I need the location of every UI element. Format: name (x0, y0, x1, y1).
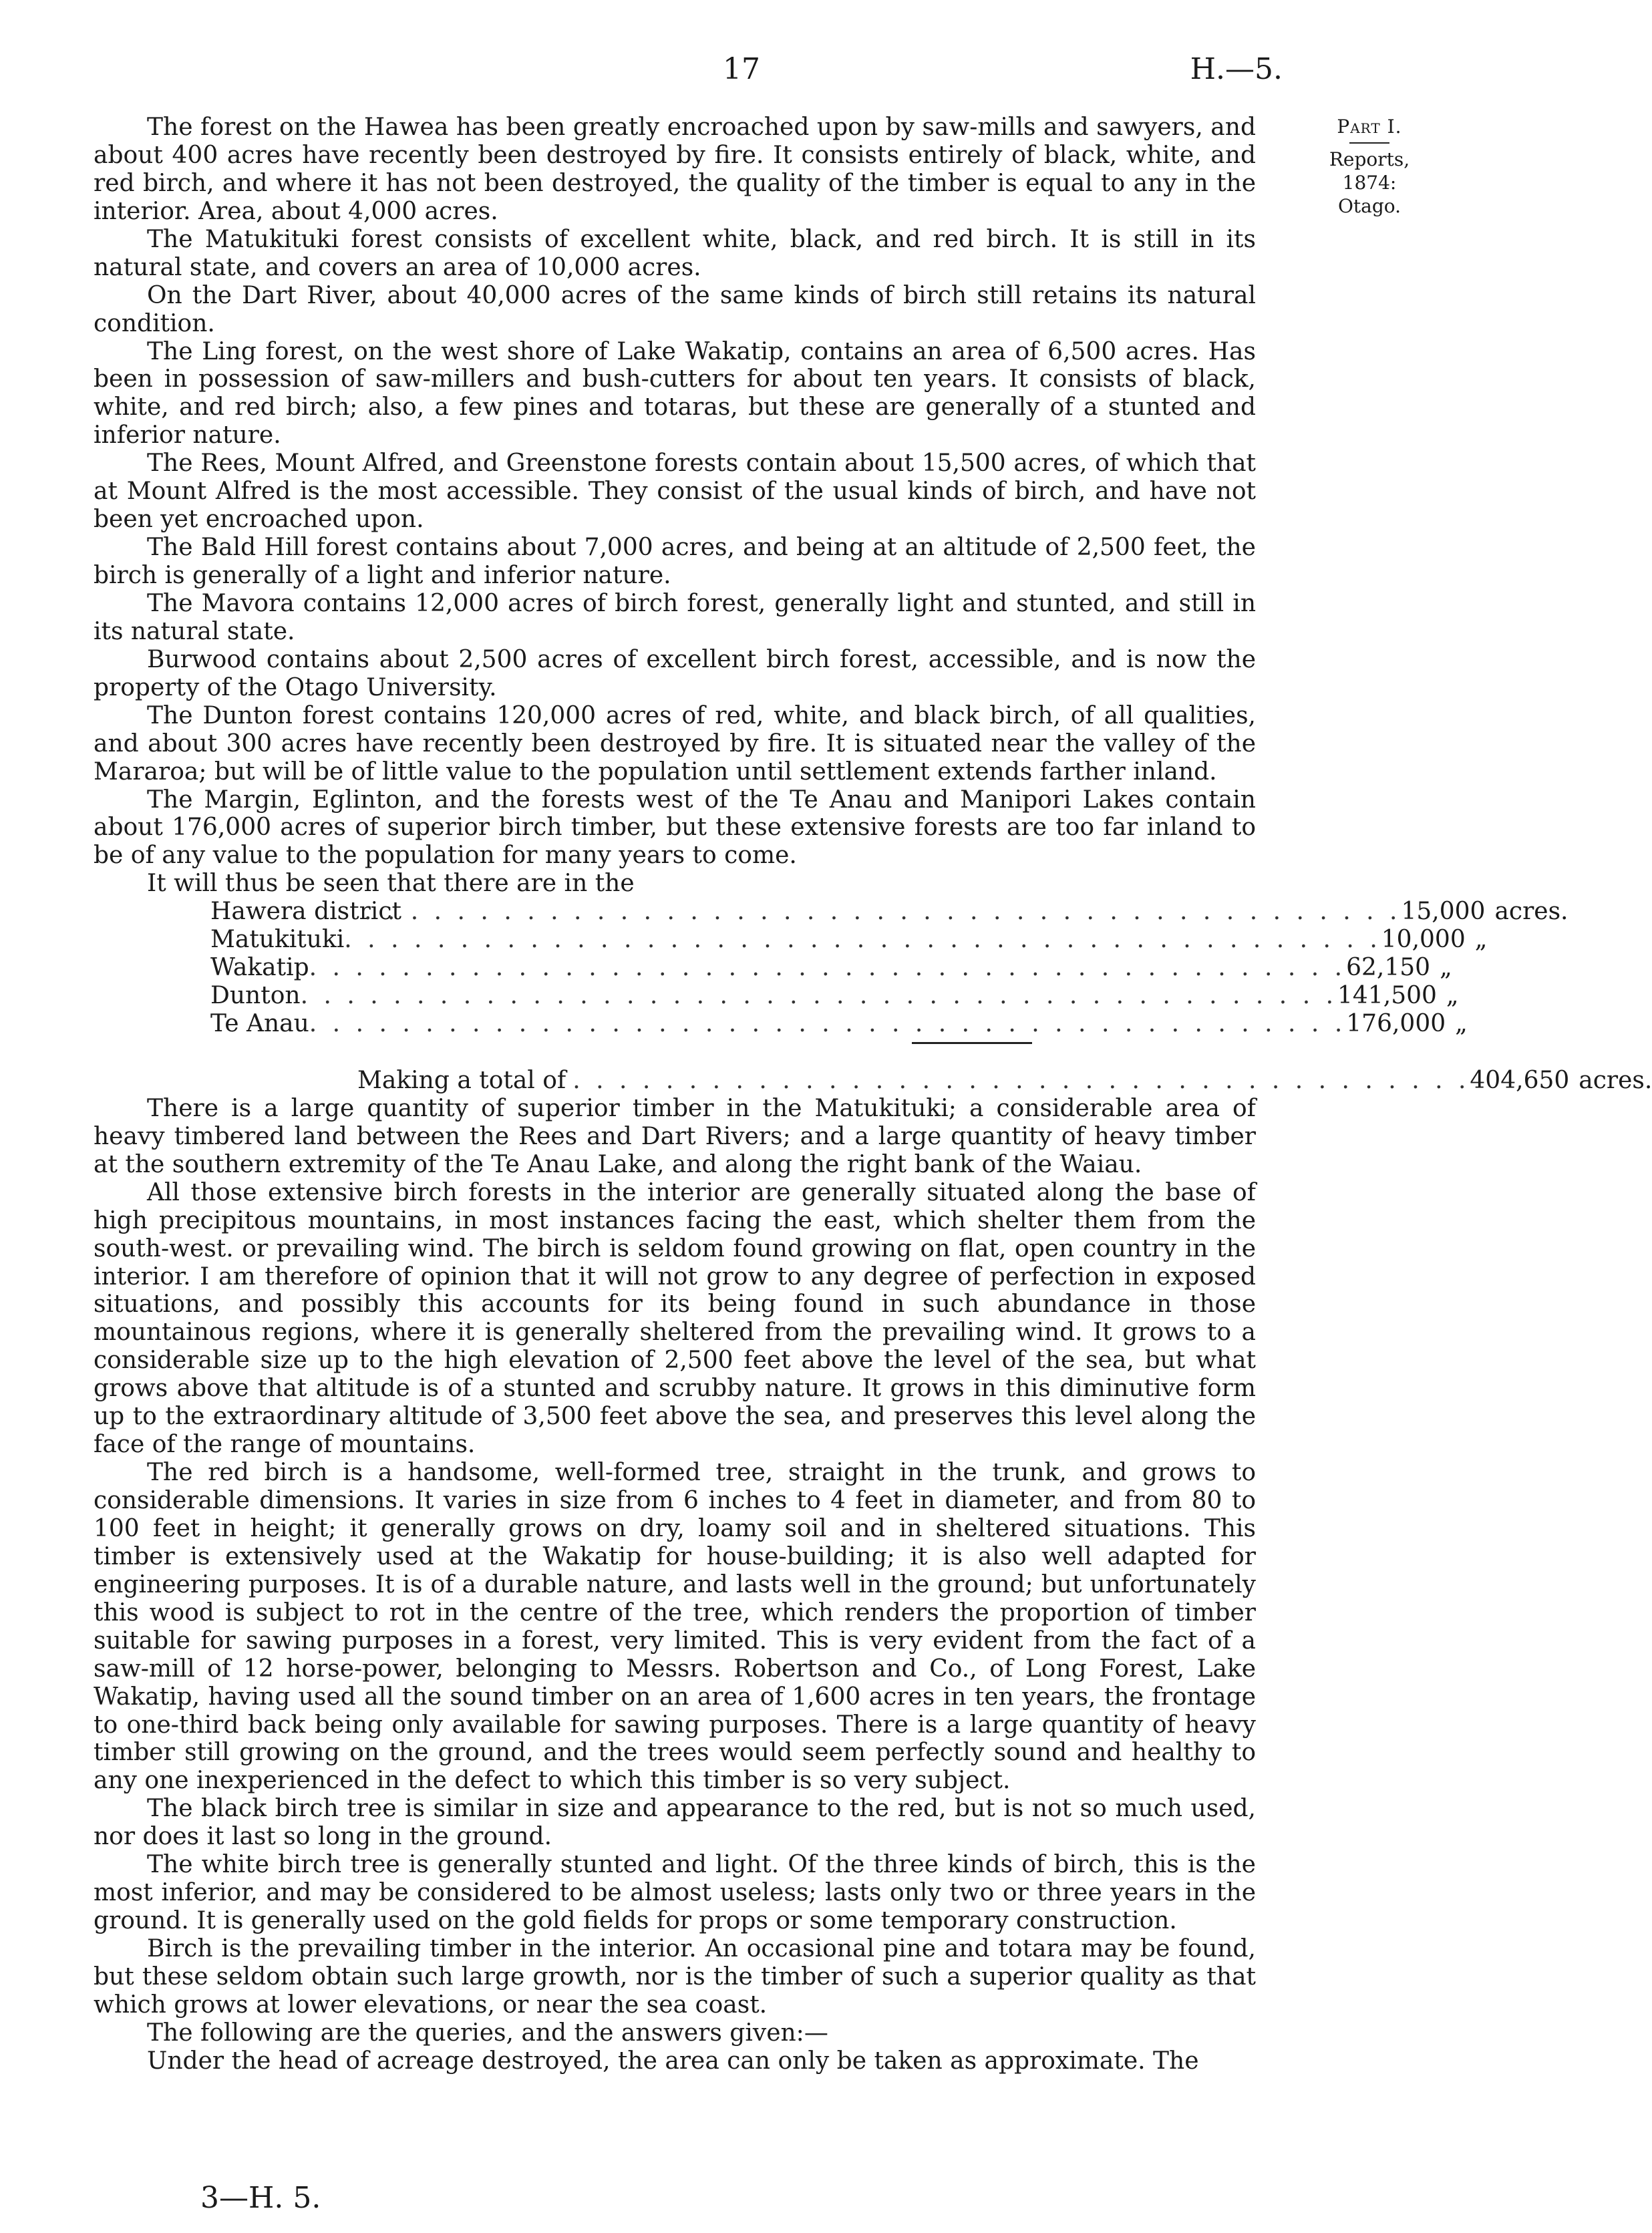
paragraph-bald-hill: The Bald Hill forest contains about 7,000 acres, and being at an altitude of 2,500 feet, the birch is generally of a light and inferior nature. (94, 534, 1256, 589)
paragraph-black-birch: The black birch tree is similar in size and appearance to the red, but is not so much used, nor does it last so long in the ground. (94, 1795, 1256, 1851)
district-acres: 176,000 (1346, 1010, 1446, 1037)
leader-dots: . . . . . . . . . . . . . . . . . . . . . . . . . . . . . . . . . . . . . . . . . . . . . (364, 898, 1401, 926)
paragraph-mavora: The Mavora contains 12,000 acres of birch forest, generally light and stunted, and still in its natural state. (94, 589, 1256, 645)
paragraph-red-birch: The red birch is a handsome, well-formed tree, straight in the trunk, and grows to considerable dimensions. It varies in size from 6 inches to 4 feet in diameter, and from 80 to 100 feet in height; it generally grows on dry, loamy soil and in sheltered situations. This timber is extensively used at the Wakatip for house-building; it is also well adapted for engineering purposes. It is of a durable nature, and lasts well in the ground; but unfortunately this wood is subject to rot in the centre of the tree, which renders the proportion of timber suitable for sawing purposes in a forest, very limited. This is very evident from the fact of a saw-mill of 12 horse-power, belonging to Messrs. Robertson and Co., of Long Forest, Lake Wakatip, having used all the sound timber on an area of 1,600 acres in ten years, the frontage to one-third back being only available for sawing purposes. There is a large quantity of heavy timber still growing on the ground, and the trees would seem perfectly sound and healthy to any one inexperienced in the defect to which this timber is so very subject. (94, 1459, 1256, 1795)
leader-dots: . . . . . . . . . . . . . . . . . . . . . . . . . . . . . . . . . . . . . . . . . . . . . (300, 982, 1338, 1010)
paragraph-acreage-destroyed: Under the head of acreage destroyed, the area can only be taken as approximate. The (147, 2047, 1199, 2075)
leader-dots: . . . . . . . . . . . . . . . . . . . . . . . . . . . . . . . . . . . . . . . (572, 1066, 1470, 1094)
total-unit: acres. (1579, 1066, 1652, 1094)
paragraph-white-birch: The white birch tree is generally stunted and light. Of the three kinds of birch, this is the most inferior, and may be considered to be almost useless; lasts only two or three years in the ground. It is generally used on the gold fields for props or some temporary construction. (94, 1851, 1256, 1935)
paragraph-matukituki: The Matukituki forest consists of excellent white, black, and red birch. It is still in its natural state, and covers an area of 10,000 acres. (94, 225, 1256, 281)
district-unit: „ (1455, 1010, 1468, 1037)
page-number: 17 (723, 52, 760, 86)
paragraph-burwood: Burwood contains about 2,500 acres of excellent birch forest, accessible, and is now the property of the Otago University. (94, 645, 1256, 701)
margin-note-region: Otago. (1337, 195, 1401, 217)
paragraph-queries-intro: The following are the queries, and the answers given:— (147, 2019, 828, 2047)
acreage-list (210, 898, 1568, 1038)
list-item (210, 898, 1568, 926)
paragraph-dart-river: On the Dart River, about 40,000 acres of the same kinds of birch still retains its natural condition. (94, 281, 1256, 337)
paragraph-heavy-timber: There is a large quantity of superior timber in the Matukituki; a considerable area of heavy timbered land between the Rees and Dart Rivers; and a large quantity of heavy timber at the southern extremity of the Te Anau Lake, and along the right bank of the Waiau. (94, 1094, 1256, 1178)
margin-note-rule (1349, 142, 1389, 144)
district-name: Wakatip (210, 954, 309, 982)
total-label: Making a total of (357, 1066, 566, 1094)
paragraph-dunton: The Dunton forest contains 120,000 acres of red, white, and black birch, of all qualities, and about 300 acres have recently been destroyed by fire. It is situated near the valley of the Mararoa; but will be of little value to the population until settlement extends farther inland. (94, 701, 1256, 786)
paragraph-prevailing-timber: Birch is the prevailing timber in the interior. An occasional pine and totara may be found, but these seldom obtain such large growth, nor is the timber of such a superior quality as that which grows at lower elevations, or near the sea coast. (94, 1935, 1256, 2019)
list-item (210, 954, 1452, 982)
margin-note-reports: Reports, 1874: (1329, 148, 1410, 194)
district-unit: „ (1474, 926, 1488, 954)
leader-dots: . . . . . . . . . . . . . . . . . . . . . . . . . . . . . . . . . . . . . . . . . . . . . (309, 1010, 1347, 1037)
district-unit: „ (1440, 954, 1452, 982)
district-name: Dunton (210, 982, 301, 1010)
district-acres: 62,150 (1346, 954, 1431, 982)
margin-note (1303, 115, 1436, 218)
district-unit: „ (1446, 982, 1459, 1010)
leader-dots: . . . . . . . . . . . . . . . . . . . . . . . . . . . . . . . . . . . . . . . . . . . . . (309, 954, 1347, 982)
list-item (210, 1010, 1468, 1038)
total-row (357, 1066, 1652, 1095)
district-name: Hawera district (210, 898, 401, 926)
district-acres: 15,000 (1401, 898, 1486, 926)
paragraph-margin-eglinton: The Margin, Eglinton, and the forests west of the Te Anau and Manipori Lakes contain about 176,000 acres of superior birch timber, but these extensive forests are too far inland to be of any value to the population for many years to come. (94, 786, 1256, 870)
paragraph-birch-forests: All those extensive birch forests in the interior are generally situated along the base of high precipitous mountains, in most instances facing the east, which shelter them from the south-west. or prevailing wind. The birch is seldom found growing on flat, open country in the interior. I am therefore of opinion that it will not grow to any degree of perfection in exposed situations, and possibly this accounts for its being found in such abundance in those mountainous regions, where it is generally sheltered from the prevailing wind. It grows to a considerable size up to the high elevation of 2,500 feet above the level of the sea, but what grows above that altitude is of a stunted and scrubby nature. It grows in this diminutive form up to the extraordinary altitude of 3,500 feet above the sea, and preserves this level along the face of the range of mountains. (94, 1178, 1256, 1459)
document-reference: H.—5. (1190, 52, 1283, 86)
district-acres: 10,000 (1381, 926, 1466, 954)
list-item (210, 982, 1459, 1010)
district-name: Te Anau (210, 1010, 309, 1037)
total-acres: 404,650 (1470, 1066, 1570, 1094)
paragraph-hawea: The forest on the Hawea has been greatly encroached upon by saw-mills and sawyers, and about 400 acres have recently been destroyed by fire. It consists entirely of black, white, and red birch, and where it has not been destroyed, the quality of the timber is equal to any in the interior. Area, about 4,000 acres. (94, 114, 1256, 225)
total-rule (912, 1042, 1032, 1044)
district-unit: acres. (1494, 898, 1568, 926)
paragraph-list-intro: It will thus be seen that there are in the (147, 870, 635, 898)
district-name: Matukituki (210, 926, 345, 954)
list-item (210, 926, 1488, 954)
paragraph-ling-forest: The Ling forest, on the west shore of Lake Wakatip, contains an area of 6,500 acres. Has been in possession of saw-millers and bush-cutters for about ten years. It consists of black, white, and red birch; also, a few pines and totaras, but these are generally of a stunted and inferior nature. (94, 337, 1256, 450)
district-acres: 141,500 (1337, 982, 1437, 1010)
paragraph-rees-forests: The Rees, Mount Alfred, and Greenstone forests contain about 15,500 acres, of which that at Mount Alfred is the most accessible. They consist of the usual kinds of birch, and have not been yet encroached upon. (94, 450, 1256, 534)
signature-mark: 3—H. 5. (200, 2181, 321, 2215)
margin-note-part: Part I. (1337, 116, 1402, 138)
leader-dots: . . . . . . . . . . . . . . . . . . . . . . . . . . . . . . . . . . . . . . . . . . . . . (344, 926, 1381, 954)
